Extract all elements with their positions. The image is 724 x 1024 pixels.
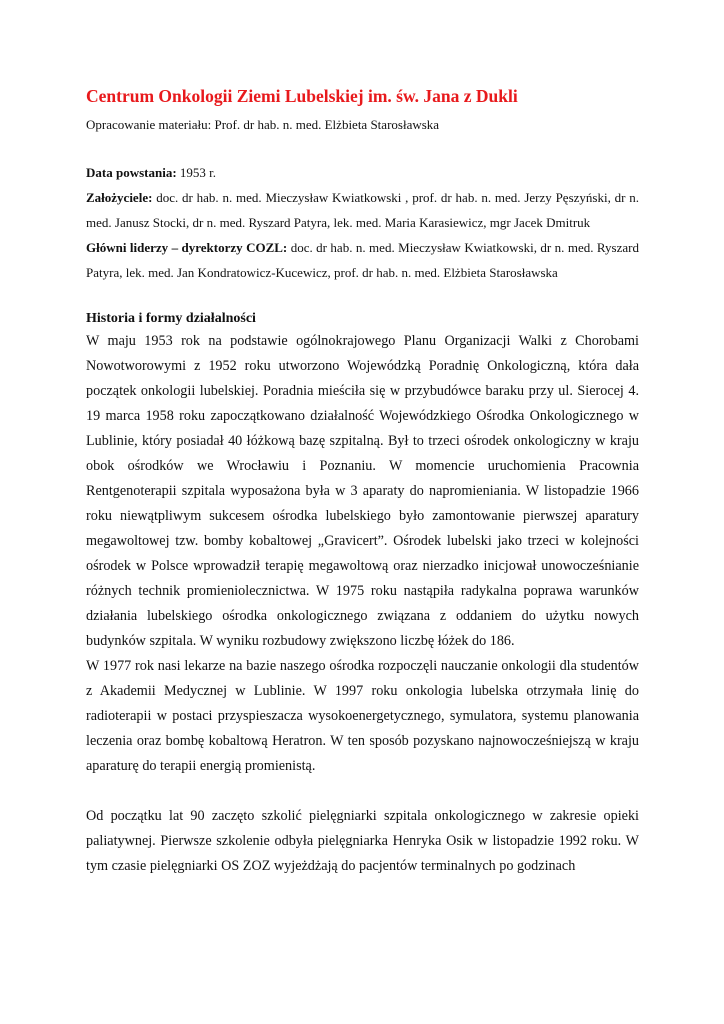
founded-label: Data powstania: bbox=[86, 165, 177, 180]
leaders-label: Główni liderzy – dyrektorzy COZL: bbox=[86, 240, 288, 255]
section-heading: Historia i formy działalności bbox=[86, 311, 256, 326]
founded-value: 1953 r. bbox=[176, 165, 217, 180]
founders-label: Założyciele: bbox=[86, 190, 153, 205]
paragraph-palliative: Od początku lat 90 zaczęto szkolić pielęgniarki szpitala onkologicznego w zakresie opieki paliatywnej. Pierwsze szkolenie odbyła pielęgniarka Henryka Osik w listopadzie 1992 roku. W tym czasie pielęgniarki OS ZOZ wyjeżdżają do pacjentów terminalnych po godzinach bbox=[86, 808, 639, 874]
document-meta bbox=[86, 160, 639, 285]
founded-line bbox=[86, 160, 639, 185]
leaders-value: doc. dr hab. n. med. Mieczysław Kwiatkowski, dr n. med. Ryszard Patyra, lek. med. Jan Kondratowicz-Kucewicz, prof. dr hab. n. med. Elżbieta Starosławska bbox=[86, 240, 639, 280]
paragraph-history: W maju 1953 rok na podstawie ogólnokrajowego Planu Organizacji Walki z Chorobami Nowotworowymi z 1952 roku utworzono Wojewódzką Poradnię Onkologiczną, która dała początek onkologii lubelskiej. Poradnia mieściła się w przybudówce baraku przy ul. Sierocej 4. 19 marca 1958 roku zapoczątkowano działalność Wojewódzkiego Ośrodka Onkologicznego w Lublinie, który posiadał 40 łóżkową bazę szpitalną. Był to trzeci ośrodek onkologiczny w kraju obok ośrodków we Wrocławiu i Poznaniu. W momencie uruchomienia Pracownia Rentgenoterapii szpitala wyposażona była w 3 aparaty do napromieniania. W listopadzie 1966 roku niewątpliwym sukcesem ośrodka lubelskiego było zamontowanie pierwszej aparatury megawoltowej tzw. bomby kobaltowej „Gravicert”. Ośrodek lubelski jako trzeci w kolejności ośrodek w Polsce wprowadził terapię megawoltową oraz nierzadko inicjował unowocześnianie różnych technik promieniolecznictwa. W 1975 roku nastąpiła radykalna poprawa warunków działania lubelskiego ośrodka onkologicznego związana z oddaniem do użytku nowych budynków szpitala. W wyniku rozbudowy zwiększono liczbę łóżek do 186. bbox=[86, 333, 639, 649]
document-subtitle: Opracowanie materiału: Prof. dr hab. n. med. Elżbieta Starosławska bbox=[86, 117, 440, 132]
founders-value: doc. dr hab. n. med. Mieczysław Kwiatkowski , prof. dr hab. n. med. Jerzy Pęszyński, dr n. med. Janusz Stocki, dr n. med. Ryszard Patyra, lek. med. Maria Karasiewicz, mgr Jacek Dmitruk bbox=[86, 190, 639, 230]
paragraph-teaching: W 1977 rok nasi lekarze na bazie naszego ośrodka rozpoczęli nauczanie onkologii dla studentów z Akademii Medycznej w Lublinie. W 1997 roku onkologia lubelska otrzymała linię do radioterapii w postaci przyspieszacza wysokoenergetycznego, symulatora, systemu planowania leczenia oraz bombę kobaltową Heratron. W ten sposób pozyskano najnowocześniejszą w kraju aparaturę do terapii energią promienistą. bbox=[86, 658, 639, 774]
document-page bbox=[86, 84, 639, 879]
founders-line bbox=[86, 185, 639, 235]
leaders-line bbox=[86, 235, 639, 285]
document-title: Centrum Onkologii Ziemi Lubelskiej im. św. Jana z Dukli bbox=[86, 86, 518, 106]
